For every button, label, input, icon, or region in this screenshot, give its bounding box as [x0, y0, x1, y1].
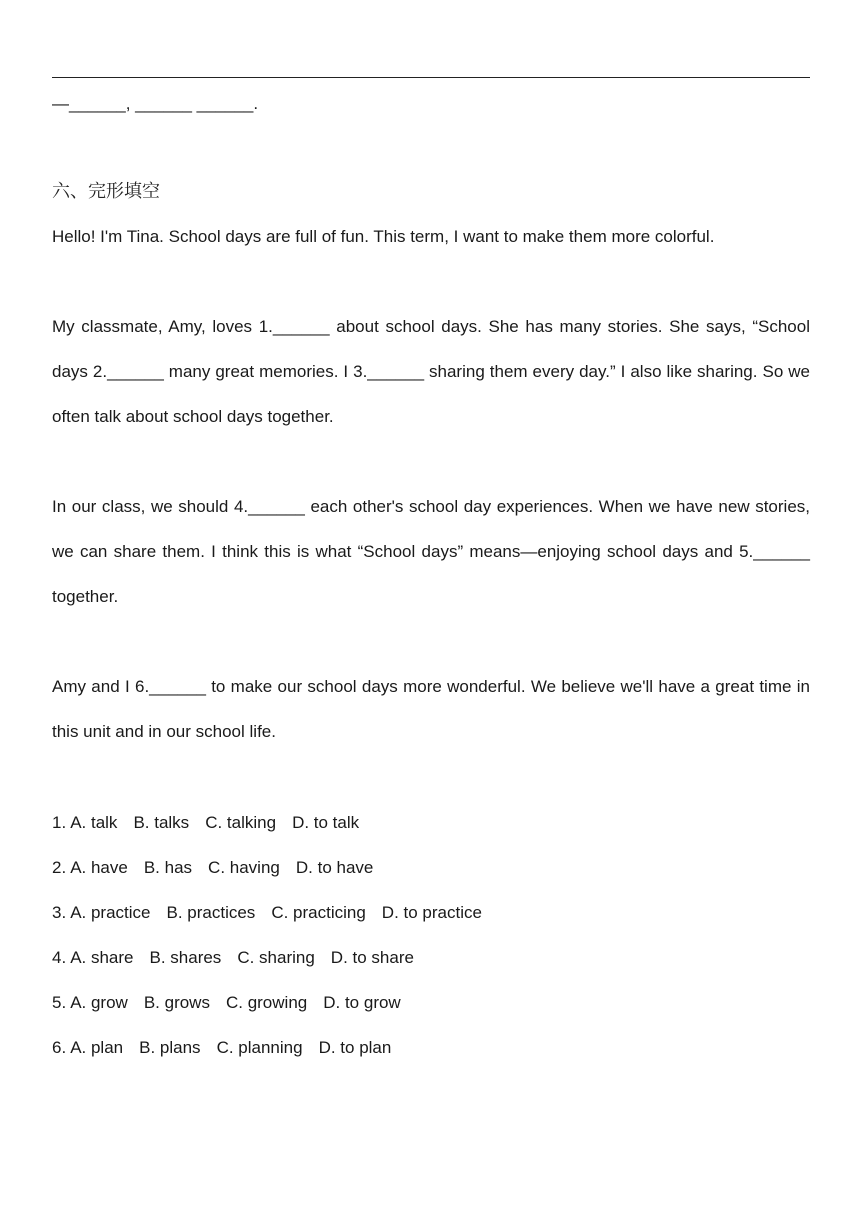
answer-rule-line: [52, 77, 810, 78]
question-row: [52, 1025, 498, 1070]
question-number: 1.: [52, 813, 67, 832]
answer-blanks: —______, ______ ______.: [52, 94, 259, 113]
option-a: A. share: [70, 948, 134, 967]
option-a: A. grow: [70, 993, 128, 1012]
option-c: C. growing: [225, 993, 308, 1012]
option-b: B. shares: [149, 948, 222, 967]
option-c: C. sharing: [237, 948, 315, 967]
option-c: C. planning: [216, 1038, 303, 1057]
passage-intro: Hello! I'm Tina. School days are full of fun. This term, I want to make them more colorful.: [52, 227, 715, 246]
question-row: [52, 845, 498, 890]
question-row: [52, 935, 498, 980]
option-d: D. to share: [330, 948, 414, 967]
option-a: A. talk: [70, 813, 118, 832]
option-a: A. plan: [70, 1038, 124, 1057]
option-b: B. talks: [133, 813, 190, 832]
question-number: 4.: [52, 948, 67, 967]
question-number: 3.: [52, 903, 67, 922]
passage-paragraph-3: Amy and I 6.______ to make our school days more wonderful. We believe we'll have a great time in this unit and in our school life.: [52, 677, 810, 741]
question-number: 5.: [52, 993, 67, 1012]
option-d: D. to practice: [381, 903, 482, 922]
option-b: B. grows: [143, 993, 210, 1012]
question-row: [52, 800, 498, 845]
section-title: 六、完形填空: [52, 181, 160, 202]
question-number: 6.: [52, 1038, 67, 1057]
option-d: D. to have: [295, 858, 374, 877]
option-c: C. practicing: [271, 903, 366, 922]
option-b: B. practices: [166, 903, 256, 922]
option-c: C. having: [208, 858, 280, 877]
question-number: 2.: [52, 858, 67, 877]
option-b: B. plans: [139, 1038, 201, 1057]
option-a: A. practice: [70, 903, 151, 922]
option-d: D. to plan: [318, 1038, 392, 1057]
passage-paragraph-1: My classmate, Amy, loves 1.______ about school days. She has many stories. She says, “School days 2.______ many great memories. I 3.______ sharing them every day.” I also like sharing. So we often talk about school days together.: [52, 317, 810, 426]
option-c: C. talking: [205, 813, 277, 832]
question-options-list: [52, 800, 498, 1070]
question-row: [52, 980, 498, 1025]
option-b: B. has: [143, 858, 193, 877]
option-a: A. have: [70, 858, 128, 877]
question-row: [52, 890, 498, 935]
option-d: D. to grow: [323, 993, 401, 1012]
option-d: D. to talk: [292, 813, 360, 832]
passage-paragraph-2: In our class, we should 4.______ each other's school day experiences. When we have new stories, we can share them. I think this is what “School days” means—enjoying school days and 5.______ together.: [52, 497, 810, 606]
